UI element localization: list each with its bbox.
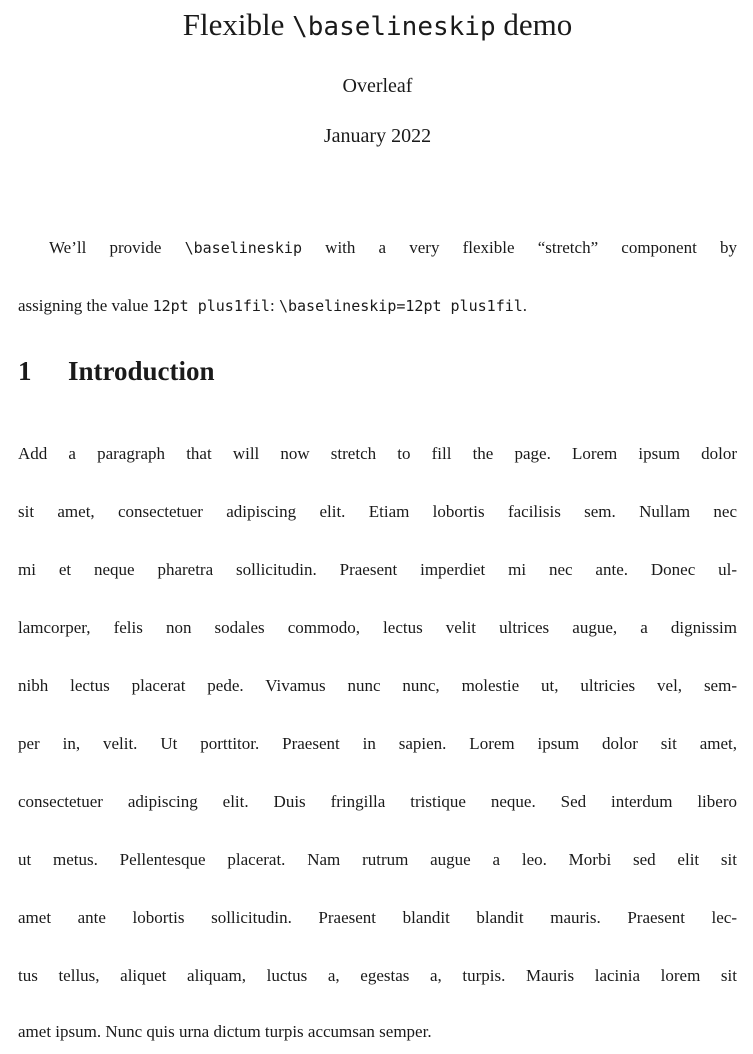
intro-text: with a very flexible “stretch” component by	[302, 238, 737, 257]
intro-paragraph-line	[18, 236, 737, 260]
intro-text: .	[522, 296, 528, 315]
title-text-before: Flexible	[182, 7, 293, 42]
intro-text: We’ll provide	[49, 238, 185, 257]
inline-code: 12pt plus1fil	[152, 297, 270, 315]
intro-paragraph-line	[18, 294, 737, 318]
intro-text: assigning the value	[18, 296, 153, 315]
intro-text: :	[269, 296, 279, 315]
body-text-line: sit amet, consectetuer adipiscing elit. Etiam lobortis facilisis sem. Nullam nec	[18, 502, 737, 521]
body-text-line: amet ipsum. Nunc quis urna dictum turpis accumsan semper.	[18, 1022, 432, 1041]
body-text-line: consectetuer adipiscing elit. Duis fringilla tristique neque. Sed interdum libero	[18, 792, 737, 811]
title-command: \baselineskip	[292, 12, 496, 42]
section-heading	[18, 353, 215, 389]
inline-code: \baselineskip=12pt plus1fil	[278, 297, 523, 315]
body-text-line: ut metus. Pellentesque placerat. Nam rutrum augue a leo. Morbi sed elit sit	[18, 850, 737, 869]
body-text-line: lamcorper, felis non sodales commodo, lectus velit ultrices augue, a dignissim	[18, 618, 737, 637]
document-page	[18, 0, 737, 1054]
body-text-line: nibh lectus placerat pede. Vivamus nunc nunc, molestie ut, ultricies vel, sem-	[18, 676, 737, 695]
body-text-line: tus tellus, aliquet aliquam, luctus a, egestas a, turpis. Mauris lacinia lorem sit	[18, 966, 737, 985]
body-text-line: per in, velit. Ut porttitor. Praesent in sapien. Lorem ipsum dolor sit amet,	[18, 734, 737, 753]
document-title	[18, 5, 737, 47]
section-number: 1	[18, 356, 32, 386]
document-author: Overleaf	[342, 75, 413, 97]
document-date: January 2022	[323, 125, 432, 147]
inline-code: \baselineskip	[184, 239, 302, 257]
body-text-line: mi et neque pharetra sollicitudin. Praesent imperdiet mi nec ante. Donec ul-	[18, 560, 737, 579]
section-title: Introduction	[68, 356, 215, 386]
body-text-line: Add a paragraph that will now stretch to fill the page. Lorem ipsum dolor	[18, 444, 737, 463]
body-text-line: amet ante lobortis sollicitudin. Praesent blandit blandit mauris. Praesent lec-	[18, 908, 737, 927]
title-text-after: demo	[495, 7, 573, 42]
